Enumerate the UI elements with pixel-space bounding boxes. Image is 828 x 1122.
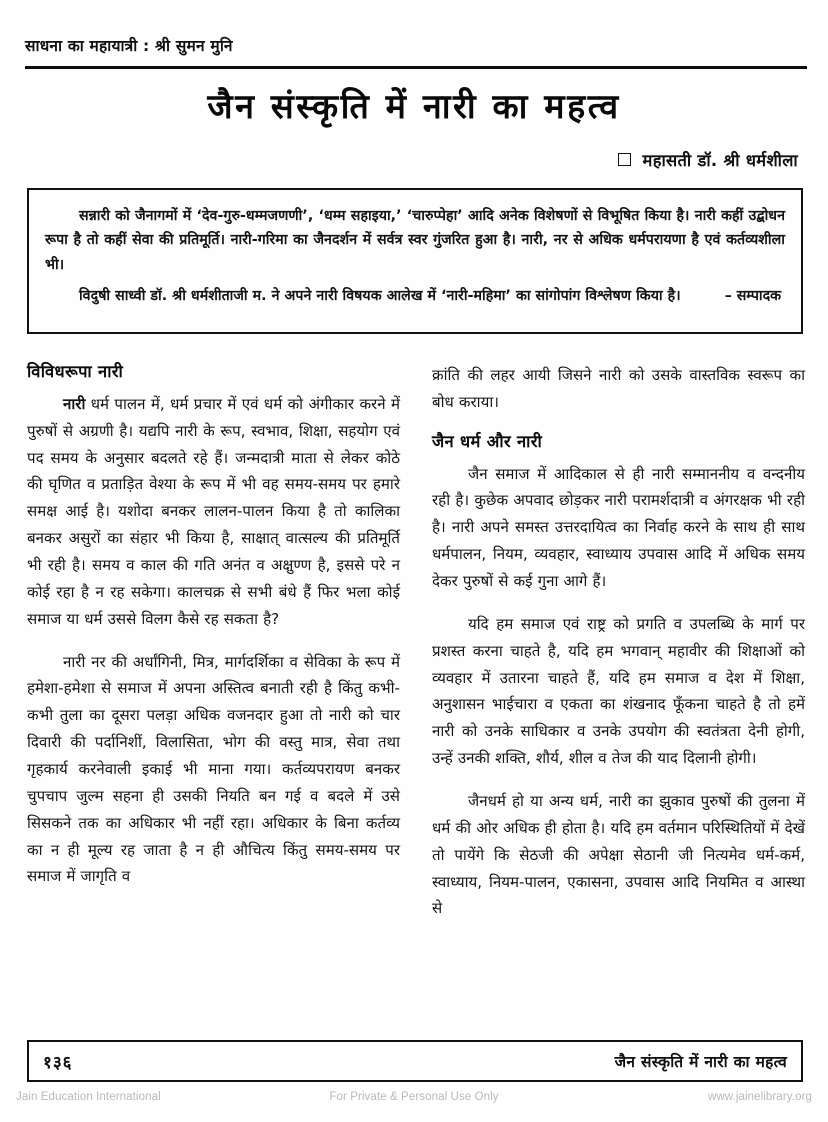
running-header: साधना का महायात्री : श्री सुमन मुनि <box>25 37 233 55</box>
footer-running-title: जैन संस्कृति में नारी का महत्व <box>614 1053 787 1071</box>
right-paragraph-3: जैनधर्म हो या अन्य धर्म, नारी का झुकाव पुरुषों की तुलना में धर्म की ओर अधिक ही होता है। यदि हम वर्तमान परिस्थितियों में देखें तो पायेंगे कि सेठजी की अपेक्षा सेठानी जी नित्यमेव धर्म-कर्म, स्वाध्याय, नियम-पालन, एकासना, उपवास आदि नियमित व आस्था से <box>432 791 805 918</box>
right-paragraph-2: यदि हम समाज एवं राष्ट्र को प्रगति व उपलब्धि के मार्ग पर प्रशस्त करना चाहते है, यदि हम भगवान् महावीर की शिक्षाओं को व्यवहार में उतारना चाहते हैं, यदि हम समाज व देश में शिक्षा, अनुशासन भाईचारा व एकता का शंखनाद फूँकना चाहते है तो हमें नारी को उनके साधिकार व उनके उपयोग की स्वतंत्रता देनी होगी, उन्हें उनकी शक्ति, शौर्य, शील व तेज की याद दिलानी होगी। <box>432 614 805 768</box>
page-number: १३६ <box>43 1052 73 1073</box>
left-column <box>27 362 400 1030</box>
right-section-heading: जैन धर्म और नारी <box>432 431 543 451</box>
page-title: जैन संस्कृति में नारी का महत्व <box>207 87 621 127</box>
paragraph-lead-word: नारी <box>63 394 86 413</box>
right-paragraph-1: जैन समाज में आदिकाल से ही नारी सम्माननीय व वन्दनीय रही है। कुछेक अपवाद छोड़कर नारी परामर्शदात्री व अंगरक्षक भी रही है। नारी अपने समस्त उत्तरदायित्व का निर्वाह करने के साथ ही साथ धर्मपालन, नियम, व्यवहार, स्वाध्याय उपवास आदि में अधिक समय देकर पुरुषों से कई गुना आगे हैं। <box>432 464 805 590</box>
header-divider-rule <box>25 66 807 69</box>
editorial-signature: – सम्पादक <box>724 287 781 304</box>
watermark-right: www.jainelibrary.org <box>707 1091 812 1103</box>
left-paragraph-2: नारी नर की अर्धांगिनी, मित्र, मार्गदर्शिका व सेविका के रूप में हमेशा-हमेशा से समाज में अपना अस्तित्व बनाती रही है किंतु कभी-कभी तुला का दूसरा पलड़ा अधिक वजनदार हुआ तो नारी को चार दिवारी की पर्दानिशीं, विलासिता, भोग की वस्तु मात्र, सेवा तथा गृहकार्य करनेवाली इकाई भी माना गया। कर्तव्यपरायण बनकर चुपचाप जुल्म सहना ही उसकी नियति बन गई व बदले में उसे सिसकने तक का अधिकार भी नहीं रहा। अधिकार के बिना कर्तव्य का न ही मूल्य रह जाता है न ही औचित्य किंतु समय-समय पर समाज में जागृति व <box>27 652 400 886</box>
editorial-paragraph: सन्नारी को जैनागमों में ‘देव-गुरु-धम्मजणणी’, ‘धम्म सहाइया,’ ‘चारुप्पेहा’ आदि अनेक विशेषणों से विभूषित किया है। नारी कहीं उद्बोधन रूपा है तो कहीं सेवा की प्रतिमूर्ति। नारी-गरिमा का जैनदर्शन में सर्वत्र स्वर गुंजरित हुआ है। नारी, नर से अधिक धर्मपरायणा है एवं कर्तव्यशीला भी। <box>45 208 785 273</box>
left-section-heading: विविधरूपा नारी <box>27 362 124 381</box>
two-column-body <box>27 362 805 1030</box>
scan-watermark <box>0 1091 828 1103</box>
paragraph-spacer <box>432 599 805 611</box>
footer-box <box>27 1040 803 1082</box>
paragraph-spacer <box>27 637 400 649</box>
paragraph-spacer <box>432 776 805 788</box>
editorial-paragraph: विदुषी साध्वी डॉ. श्री धर्मशीताजी म. ने अपने नारी विषयक आलेख में ‘नारी-महिमा’ का सांगोपांग विश्लेषण किया है। <box>79 288 681 305</box>
watermark-center: For Private & Personal Use Only <box>329 1091 499 1103</box>
right-continuation-paragraph: क्रांति की लहर आयी जिसने नारी को उसके वास्तविक स्वरूप का बोध कराया। <box>432 366 805 411</box>
watermark-left: Jain Education International <box>16 1091 161 1103</box>
byline <box>618 148 798 171</box>
right-column <box>432 362 805 1030</box>
paragraph-spacer <box>432 420 805 432</box>
paragraph-text: धर्म पालन में, धर्म प्रचार में एवं धर्म को अंगीकार करने में पुरुषों से अग्रणी है। यद्यपि नारी के रूप, स्वभाव, शिक्षा, सहयोग एवं पद समय के अनुसार बदलते रहे हैं। जन्मदात्री माता से लेकर कोठे की घृणित व प्रताड़ित वेश्या के रूप में भी वह समय-समय पर हमारे समक्ष आई है। यशोदा बनकर लालन-पालन किया है तो कालिका बनकर असुरों का संहार भी किया है, साक्षात् वात्सल्य की प्रतिमूर्ति भी रही है। समय व काल की गति अनंत व अक्षुण्ण है, इससे परे न कोई रहा है न रह सकेगा। कालचक्र से सभी बंधे हैं फिर भला कोई समाज या धर्म उससे विलग कैसे रह सकता है? <box>27 394 400 628</box>
left-paragraph-1 <box>27 391 400 633</box>
square-bullet-icon <box>618 153 631 166</box>
byline-author: महासती डॉ. श्री धर्मशीला <box>642 151 798 170</box>
editorial-note-box <box>27 188 803 334</box>
